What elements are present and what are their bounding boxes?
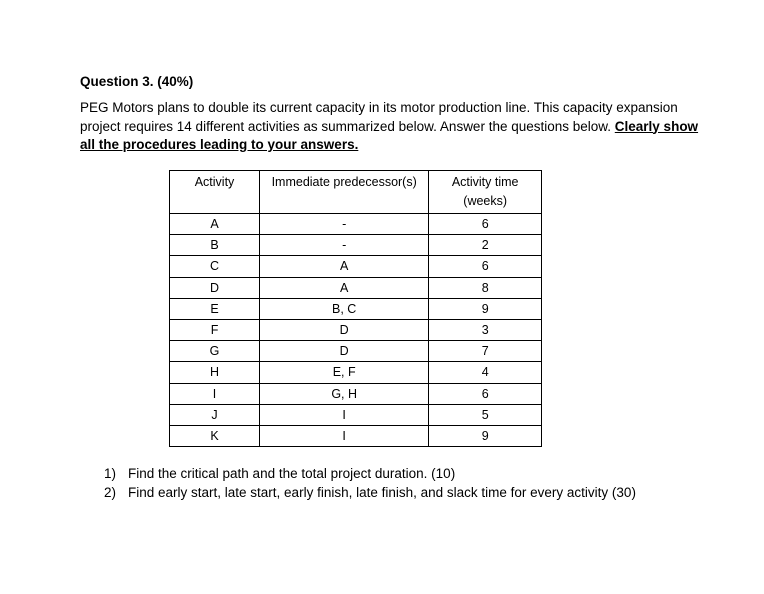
table-row — [170, 341, 542, 362]
cell-activity: J — [170, 404, 260, 425]
question-list — [104, 464, 636, 502]
header-activity: Activity — [170, 171, 260, 214]
cell-activity: E — [170, 298, 260, 319]
cell-predecessor: A — [260, 277, 429, 298]
table-row — [170, 362, 542, 383]
cell-predecessor: - — [260, 235, 429, 256]
cell-activity: C — [170, 256, 260, 277]
question-item — [104, 483, 636, 502]
cell-predecessor: - — [260, 214, 429, 235]
table-row — [170, 235, 542, 256]
header-predecessor: Immediate predecessor(s) — [260, 171, 429, 214]
cell-predecessor: B, C — [260, 298, 429, 319]
cell-time: 8 — [429, 277, 542, 298]
cell-activity: D — [170, 277, 260, 298]
cell-activity: B — [170, 235, 260, 256]
table-row — [170, 383, 542, 404]
cell-predecessor: A — [260, 256, 429, 277]
intro-text: PEG Motors plans to double its current capacity in its motor production line. This capacity expansion project requires 14 different activities as summarized below. Answer the questions below. — [80, 100, 678, 134]
table-header-row — [170, 171, 542, 214]
question-number: 2) — [104, 485, 117, 500]
cell-predecessor: D — [260, 341, 429, 362]
table-row — [170, 298, 542, 319]
cell-time: 6 — [429, 383, 542, 404]
cell-predecessor: I — [260, 404, 429, 425]
cell-time: 9 — [429, 425, 542, 446]
cell-activity: A — [170, 214, 260, 235]
question-intro — [80, 99, 710, 155]
cell-time: 6 — [429, 256, 542, 277]
cell-predecessor: D — [260, 319, 429, 340]
cell-time: 2 — [429, 235, 542, 256]
table-row — [170, 319, 542, 340]
header-time: Activity time (weeks) — [429, 171, 542, 214]
table-row — [170, 425, 542, 446]
cell-activity: I — [170, 383, 260, 404]
table-row — [170, 214, 542, 235]
cell-time: 7 — [429, 341, 542, 362]
cell-time: 9 — [429, 298, 542, 319]
question-heading: Question 3. (40%) — [80, 74, 194, 89]
question-text: Find the critical path and the total project duration. (10) — [128, 466, 456, 481]
cell-time: 4 — [429, 362, 542, 383]
cell-time: 6 — [429, 214, 542, 235]
cell-activity: G — [170, 341, 260, 362]
question-item — [104, 464, 636, 483]
activity-table — [169, 170, 542, 447]
cell-activity: F — [170, 319, 260, 340]
table-row — [170, 404, 542, 425]
cell-predecessor: I — [260, 425, 429, 446]
intro-emphasis: Clearly show all the procedures leading to your answers. — [80, 118, 699, 152]
question-text: Find early start, late start, early finish, late finish, and slack time for every activity (30) — [128, 485, 636, 500]
table-row — [170, 256, 542, 277]
table-row — [170, 277, 542, 298]
cell-predecessor: G, H — [260, 383, 429, 404]
cell-activity: H — [170, 362, 260, 383]
cell-predecessor: E, F — [260, 362, 429, 383]
cell-time: 5 — [429, 404, 542, 425]
question-number: 1) — [104, 466, 117, 481]
cell-activity: K — [170, 425, 260, 446]
cell-time: 3 — [429, 319, 542, 340]
